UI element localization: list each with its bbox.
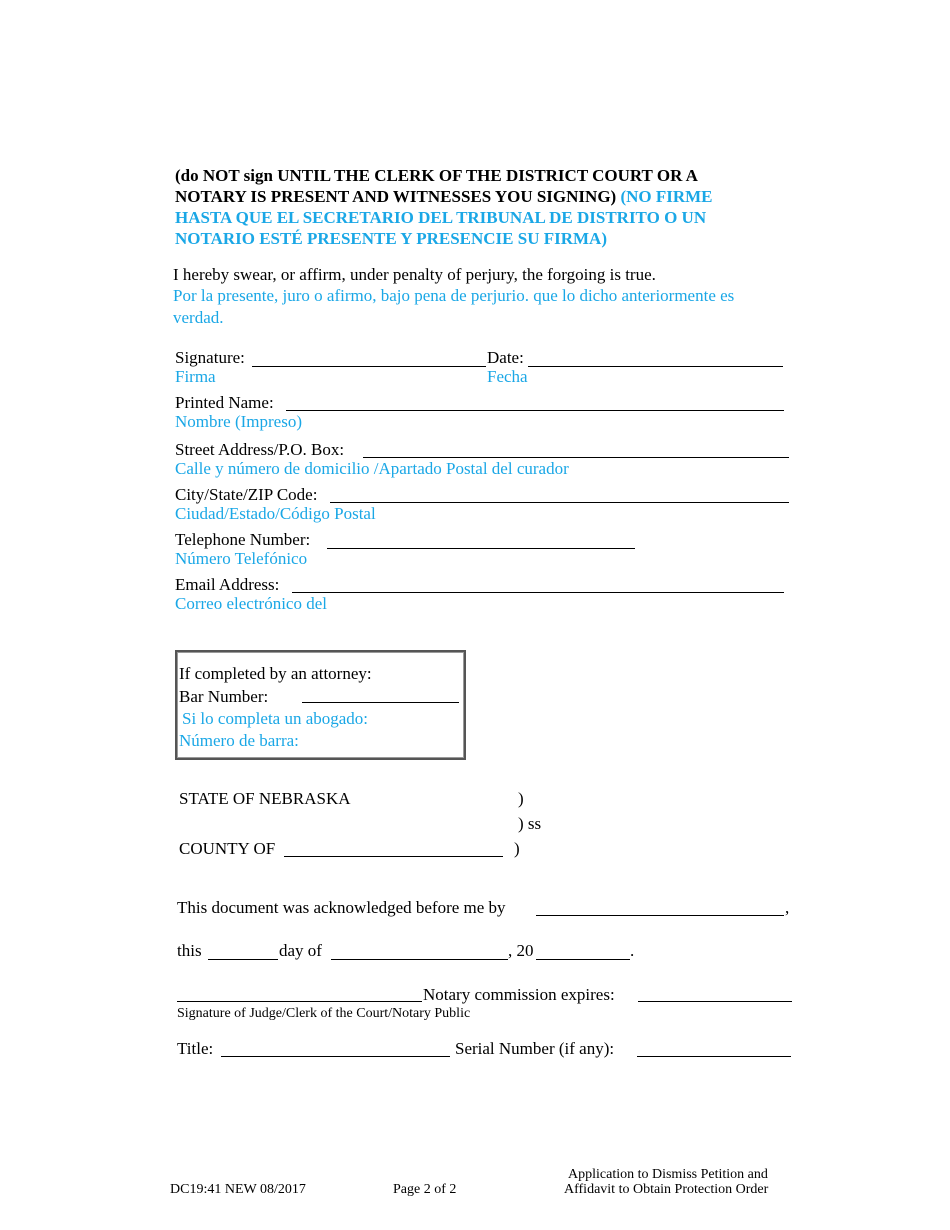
- warning-es-text: (NO FIRME: [620, 187, 713, 206]
- ack-name-line[interactable]: [536, 915, 784, 916]
- commission-expires-line[interactable]: [638, 1001, 792, 1002]
- warning-en-line2: [175, 187, 713, 207]
- title-label: Title:: [177, 1039, 214, 1058]
- period: .: [630, 941, 635, 960]
- street-label-es: Calle y número de domicilio /Apartado Postal del curador: [175, 459, 569, 478]
- month-line[interactable]: [331, 959, 508, 960]
- signature-line[interactable]: [252, 366, 486, 367]
- date-label: Date:: [487, 348, 524, 367]
- notary-signature-line[interactable]: [177, 1001, 422, 1002]
- bar-number-label: Bar Number:: [179, 687, 269, 706]
- form-title-2: Affidavit to Obtain Protection Order: [564, 1182, 769, 1197]
- county-line[interactable]: [284, 856, 503, 857]
- city-label: City/State/ZIP Code:: [175, 485, 318, 504]
- printed-name-line[interactable]: [286, 410, 784, 411]
- paren: ): [518, 789, 524, 808]
- signature-label-es: Firma: [175, 367, 216, 386]
- year-prefix: , 20: [508, 941, 534, 960]
- warning-es-line3: NOTARIO ESTÉ PRESENTE Y PRESENCIE SU FIRMA): [175, 229, 607, 248]
- phone-label-es: Número Telefónico: [175, 549, 308, 568]
- street-line[interactable]: [363, 457, 789, 458]
- warning-en-line1: (do NOT sign UNTIL THE CLERK OF THE DISTRICT COURT OR A: [175, 166, 698, 185]
- this-label: this: [177, 941, 202, 960]
- day-of-label: day of: [279, 941, 322, 960]
- notary-signature-label: Signature of Judge/Clerk of the Court/Notary Public: [177, 1006, 471, 1021]
- city-line[interactable]: [330, 502, 789, 503]
- warning-en-text: NOTARY IS PRESENT AND WITNESSES YOU SIGNING): [175, 187, 617, 206]
- state-label: STATE OF NEBRASKA: [179, 789, 351, 808]
- ss-label: ) ss: [518, 814, 542, 833]
- date-label-es: Fecha: [487, 367, 528, 386]
- form-title-1: Application to Dismiss Petition and: [568, 1167, 768, 1182]
- attorney-label: If completed by an attorney:: [179, 664, 372, 683]
- signature-label: Signature:: [175, 348, 245, 367]
- date-line[interactable]: [528, 366, 783, 367]
- commission-expires-label: Notary commission expires:: [423, 985, 615, 1004]
- email-label-es: Correo electrónico del: [175, 594, 327, 613]
- year-line[interactable]: [536, 959, 630, 960]
- street-label: Street Address/P.O. Box:: [175, 440, 345, 459]
- attorney-label-es: Si lo completa un abogado:: [182, 709, 369, 728]
- phone-label: Telephone Number:: [175, 530, 311, 549]
- city-label-es: Ciudad/Estado/Código Postal: [175, 504, 376, 523]
- comma: ,: [785, 898, 790, 917]
- printed-name-label: Printed Name:: [175, 393, 274, 412]
- serial-label: Serial Number (if any):: [455, 1039, 615, 1058]
- county-label: COUNTY OF: [179, 839, 276, 858]
- oath-es-2: verdad.: [173, 308, 224, 327]
- form-number: DC19:41 NEW 08/2017: [170, 1182, 306, 1197]
- oath-es: Por la presente, juro o afirmo, bajo pena de perjurio. que lo dicho anteriormente es: [173, 286, 735, 305]
- printed-name-label-es: Nombre (Impreso): [175, 412, 302, 431]
- page-number: Page 2 of 2: [393, 1182, 457, 1197]
- title-line[interactable]: [221, 1056, 450, 1057]
- bar-number-label-es: Número de barra:: [179, 731, 299, 750]
- day-line[interactable]: [208, 959, 278, 960]
- oath-en: I hereby swear, or affirm, under penalty of perjury, the forgoing is true.: [173, 265, 656, 284]
- email-line[interactable]: [292, 592, 784, 593]
- warning-es-line2: HASTA QUE EL SECRETARIO DEL TRIBUNAL DE DISTRITO O UN: [175, 208, 707, 227]
- email-label: Email Address:: [175, 575, 280, 594]
- phone-line[interactable]: [327, 548, 635, 549]
- paren: ): [514, 839, 520, 858]
- serial-line[interactable]: [637, 1056, 791, 1057]
- ack-text: This document was acknowledged before me by: [177, 898, 506, 917]
- bar-number-line[interactable]: [302, 702, 459, 703]
